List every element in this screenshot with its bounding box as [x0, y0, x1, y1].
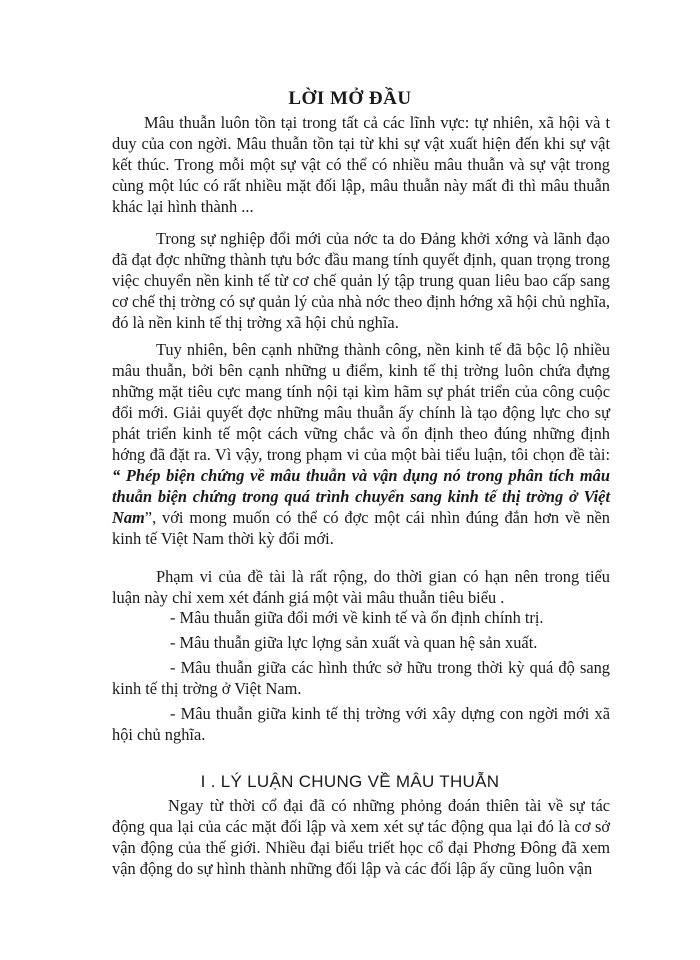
essay-topic-title: “ Phép biện chứng về mâu thuẫn và vận dụng nó trong phân tích mâu thuẫn biện chứng trong quá trình chuyển sang kinh tế thị trờng ở Việt Nam — [112, 466, 610, 527]
list-item: - Mâu thuẫn giữa đổi mới về kinh tế và ổn định chính trị. — [170, 608, 544, 627]
list-item: - Mâu thuẫn giữa lực lợng sản xuất và quan hệ sản xuất. — [170, 633, 538, 652]
list-item: - Mâu thuẫn giữa kinh tế thị trờng với xây dựng con ngời mới xã hội chủ nghĩa. — [112, 704, 610, 744]
intro-paragraph-2: Trong sự nghiệp đổi mới của nớc ta do Đảng khởi xớng và lãnh đạo đã đạt đợc những thành tựu bớc đầu mang tính quyết định, quan trọng trong việc chuyển nền kinh tế từ cơ chế quản lý tập trung quan liêu bao cấp sang cơ chế thị trờng có sự quản lý của nhà nớc theo định hớng xã hội chủ nghĩa, đó là nền kinh tế thị trờng xã hội chủ nghĩa. — [112, 229, 610, 332]
paragraph-3-lead-text: Tuy nhiên, bên cạnh những thành công, nền kinh tế đã bộc lộ nhiều mâu thuẫn, bởi bên cạnh những u điểm, kinh tế thị trờng luôn chứa đựng những mặt tiêu cực mang tính nội tại kìm hãm sự phát triển của công cuộc đổi mới. Giải quyết đợc những mâu thuẫn ấy chính là tạo động lực cho sự phát triển kinh tế một cách vững chắc và ổn định theo đúng những định hớng đã đặt ra. Vì vậy, trong phạm vi của một bài tiểu luận, tôi chọn đề tài: — [112, 340, 610, 464]
intro-paragraph-1: Mâu thuẫn luôn tồn tại trong tất cả các lĩnh vực: tự nhiên, xã hội và t duy của con ngời. Mâu thuẫn tồn tại từ khi sự vật xuất hiện đến khi sự vật kết thúc. Trong mỗi một sự vật có thể có nhiều mâu thuẫn và sự vật trong cùng một lúc có rất nhiều mặt đối lập, mâu thuẫn này mất đi thì mâu thuẫn khác lại hình thành ... — [112, 113, 610, 216]
page-title: LỜI MỞ ĐẦU — [288, 88, 412, 109]
scope-paragraph: Phạm vi của đề tài là rất rộng, do thời gian có hạn nên trong tiểu luận này chỉ xem xét đánh giá một vài mâu thuẫn tiêu biểu . — [112, 567, 610, 607]
paragraph-3-trailing-text: ”, với mong muốn có thể có đợc một cái nhìn đúng đắn hơn về nền kinh tế Việt Nam thời kỳ đổi mới. — [112, 508, 610, 548]
section-heading: I . LÝ LUẬN CHUNG VỀ MÂU THUẪN — [200, 772, 500, 791]
intro-paragraph-3 — [112, 339, 610, 549]
theory-paragraph: Ngay từ thời cổ đại đã có những phỏng đoán thiên tài về sự tác động qua lại của các mặt đối lập và xem xét sự tác động qua lại đó là cơ sở vận động của thế giới. Nhiều đại biểu triết học cổ đại Phơng Đông đã xem vận động do sự hình thành những đối lập và các đối lập ấy cũng luôn vận — [112, 796, 610, 878]
list-item: - Mâu thuẫn giữa các hình thức sở hữu trong thời kỳ quá độ sang kinh tế thị trờng ở Việt Nam. — [112, 658, 610, 698]
